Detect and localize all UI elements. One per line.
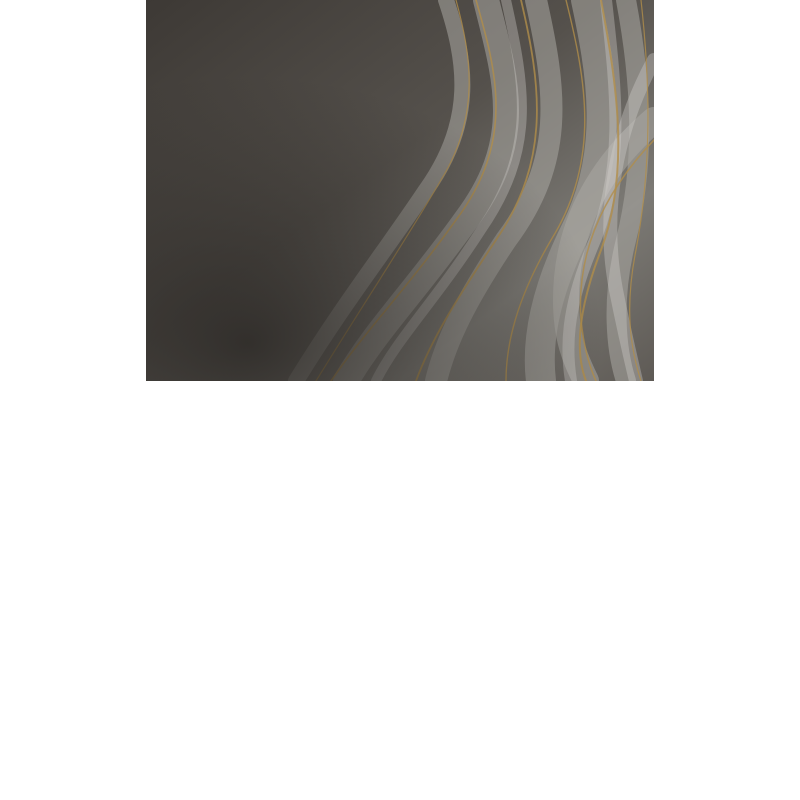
dominant-color-swatch	[146, 400, 654, 590]
marble-texture	[146, 0, 654, 381]
quaternary-color-swatch	[485, 609, 654, 800]
tertiary-color-swatch	[315, 609, 484, 800]
marble-preview-image	[146, 0, 654, 381]
secondary-color-swatch	[146, 609, 315, 800]
swatch-info-text	[164, 23, 432, 37]
